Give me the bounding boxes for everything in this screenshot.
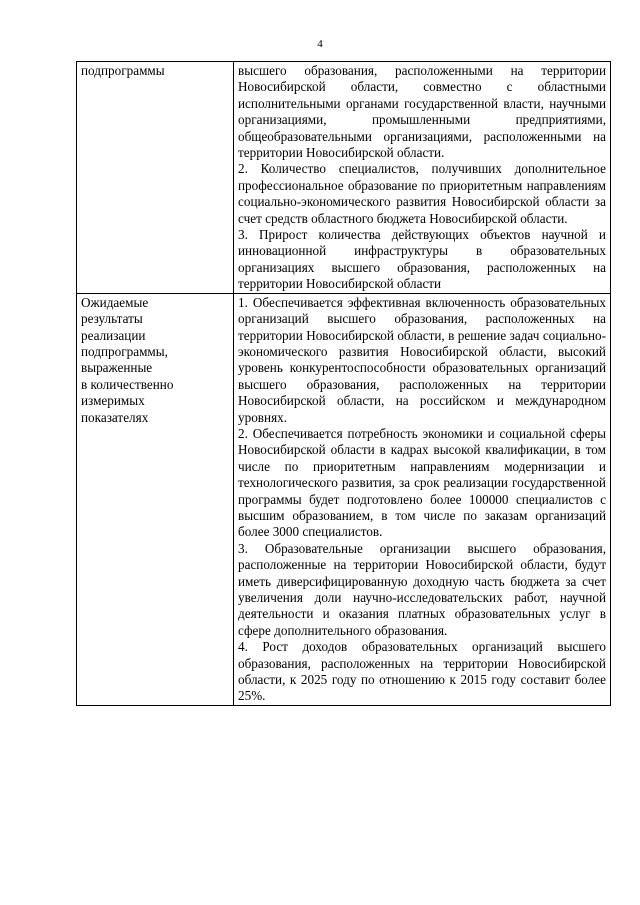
row-label-line: реализации — [81, 327, 146, 343]
paragraph: 1. Обеспечивается эффективная включенность образовательных организаций высшего образования, расположенных на территории Новосибирской области, в решение задач социально-экономического развития Новосибирской области, высокий уровень конкурентоспособности образовательных организаций высшего образования, расположенных на территории Новосибирской области, на российском и международном уровнях. — [238, 294, 606, 425]
paragraph: 2. Обеспечивается потребность экономики и социальной сферы Новосибирской области в кадрах высокой квалификации, в том числе по приоритетным направлениям модернизации и технологического развития, за срок реализации государственной программы будет подготовлено более 100000 специалистов с высшим образованием, в том числе по заказам организаций более 3000 специалистов. — [238, 425, 606, 540]
row-label-line: выраженные — [81, 360, 153, 376]
document-table — [76, 61, 611, 706]
row-content-cell — [234, 62, 611, 294]
row-content-cell — [234, 293, 611, 705]
table-row — [77, 62, 611, 294]
paragraph: 4. Рост доходов образовательных организаций высшего образования, расположенных на территории Новосибирской области, к 2025 году по отношению к 2015 году составит более 25%. — [238, 639, 606, 704]
row-label-cell — [77, 293, 234, 705]
row-label-line: подпрограммы — [81, 63, 165, 78]
row-label-line: измеримых — [81, 393, 145, 409]
paragraph: 2. Количество специалистов, получивших дополнительное профессиональное образование по приоритетным направлениям социально-экономического развития Новосибирской области за счет средств областного бюджета Новосибирской области. — [238, 161, 606, 226]
row-label-line: подпрограммы, — [81, 343, 168, 359]
row-label-line: показателях — [81, 409, 149, 425]
row-label-cell — [77, 62, 234, 294]
row-label-line: результаты — [81, 311, 143, 327]
page-number: 4 — [317, 38, 323, 50]
row-label-line: в количественно — [81, 376, 174, 392]
row-label-line: Ожидаемые — [81, 294, 149, 310]
paragraph: высшего образования, расположенными на территории Новосибирской области, совместно с областными исполнительными органами государственной власти, научными организациями, промышленными предприятиями, общеобразовательными организациями, расположенными на территории Новосибирской области. — [238, 63, 606, 161]
paragraph: 3. Прирост количества действующих объектов научной и инновационной инфраструктуры в образовательных организациях высшего образования, расположенных на территории Новосибирской области — [238, 227, 606, 292]
paragraph: 3. Образовательные организации высшего образования, расположенные на территории Новосибирской области, будут иметь диверсифицированную доходную часть бюджета за счет увеличения доли научно-исследовательских работ, научной деятельности и оказания платных образовательных услуг в сфере дополнительного образования. — [238, 540, 606, 638]
table-row — [77, 293, 611, 705]
